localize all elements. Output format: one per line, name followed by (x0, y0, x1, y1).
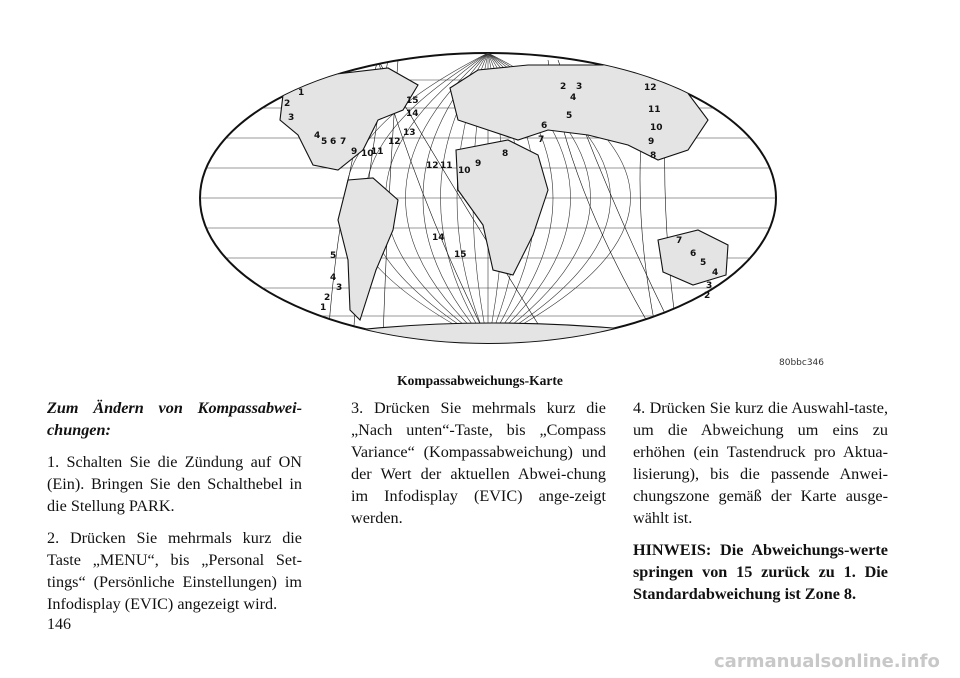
svg-text:4: 4 (330, 273, 337, 283)
svg-text:10: 10 (361, 149, 374, 159)
page-number: 146 (47, 616, 71, 633)
svg-text:15: 15 (406, 96, 419, 106)
svg-text:15: 15 (454, 250, 467, 260)
svg-text:10: 10 (650, 123, 663, 133)
svg-text:7: 7 (538, 135, 545, 145)
svg-text:11: 11 (648, 105, 661, 115)
column-1 (47, 397, 302, 625)
svg-text:2: 2 (284, 99, 291, 109)
svg-text:4: 4 (570, 93, 577, 103)
svg-text:1: 1 (320, 303, 327, 313)
figure-code: 80bbc346 (779, 358, 825, 368)
svg-text:2: 2 (704, 291, 711, 301)
svg-text:9: 9 (475, 159, 482, 169)
svg-text:12: 12 (426, 161, 439, 171)
section-heading: Zum Ändern von Kompassabwei-chungen: (47, 399, 302, 439)
svg-text:3: 3 (336, 283, 343, 293)
compass-variance-map (188, 40, 788, 360)
step-2: 2. Drücken Sie mehrmals kurz die Taste „MENU“, bis „Personal Set-tings“ (Persönliche Einstellungen) im Infodisplay (EVIC) angezeigt wird. (47, 529, 302, 613)
svg-text:14: 14 (406, 109, 419, 119)
svg-text:4: 4 (712, 268, 719, 278)
svg-text:12: 12 (644, 83, 657, 93)
svg-text:9: 9 (351, 147, 358, 157)
svg-text:4: 4 (314, 131, 321, 141)
step-4: 4. Drücken Sie kurz die Auswahl-taste, um die Abweichung um eins zu erhöhen (ein Tastendruck pro Aktua-lisierung), bis die passende Anwei-chungszone gemäß der Karte ausge-wählt ist. (633, 399, 888, 527)
svg-text:2: 2 (560, 82, 567, 92)
svg-text:7: 7 (340, 137, 347, 147)
svg-text:11: 11 (440, 161, 453, 171)
svg-text:5: 5 (700, 258, 707, 268)
step-3: 3. Drücken Sie mehrmals kurz die „Nach unten“-Taste, bis „Compass Variance“ (Kompassabweichung) und der Wert der aktuellen Abwei-chung im Infodisplay (EVIC) ange-zeigt werden. (351, 399, 606, 527)
figure-caption: Kompassabweichungs-Karte (397, 373, 563, 388)
svg-text:6: 6 (690, 249, 697, 259)
watermark: carmanualsonline.info (714, 651, 940, 672)
world-map-image (188, 40, 788, 360)
svg-text:1: 1 (298, 88, 305, 98)
svg-text:5: 5 (566, 111, 573, 121)
svg-text:3: 3 (288, 113, 295, 123)
svg-text:5: 5 (330, 251, 337, 261)
note: HINWEIS: Die Abweichungs-werte springen von 15 zurück zu 1. Die Standardabweichung ist Zone 8. (633, 541, 888, 603)
svg-text:8: 8 (650, 151, 657, 161)
svg-text:6: 6 (541, 121, 548, 131)
step-1: 1. Schalten Sie die Zündung auf ON (Ein). Bringen Sie den Schalthebel in die Stellung PARK. (47, 453, 302, 515)
svg-text:8: 8 (502, 149, 509, 159)
svg-text:14: 14 (432, 233, 445, 243)
svg-text:6: 6 (330, 137, 337, 147)
svg-text:2: 2 (324, 293, 331, 303)
svg-text:10: 10 (458, 166, 471, 176)
column-2 (351, 397, 606, 539)
svg-text:7: 7 (676, 236, 683, 246)
svg-text:13: 13 (403, 128, 416, 138)
svg-text:3: 3 (576, 82, 583, 92)
svg-text:5: 5 (321, 137, 328, 147)
svg-text:12: 12 (388, 137, 401, 147)
svg-text:3: 3 (706, 281, 713, 291)
svg-text:11: 11 (371, 147, 384, 157)
svg-text:9: 9 (648, 137, 655, 147)
column-3 (633, 397, 888, 615)
